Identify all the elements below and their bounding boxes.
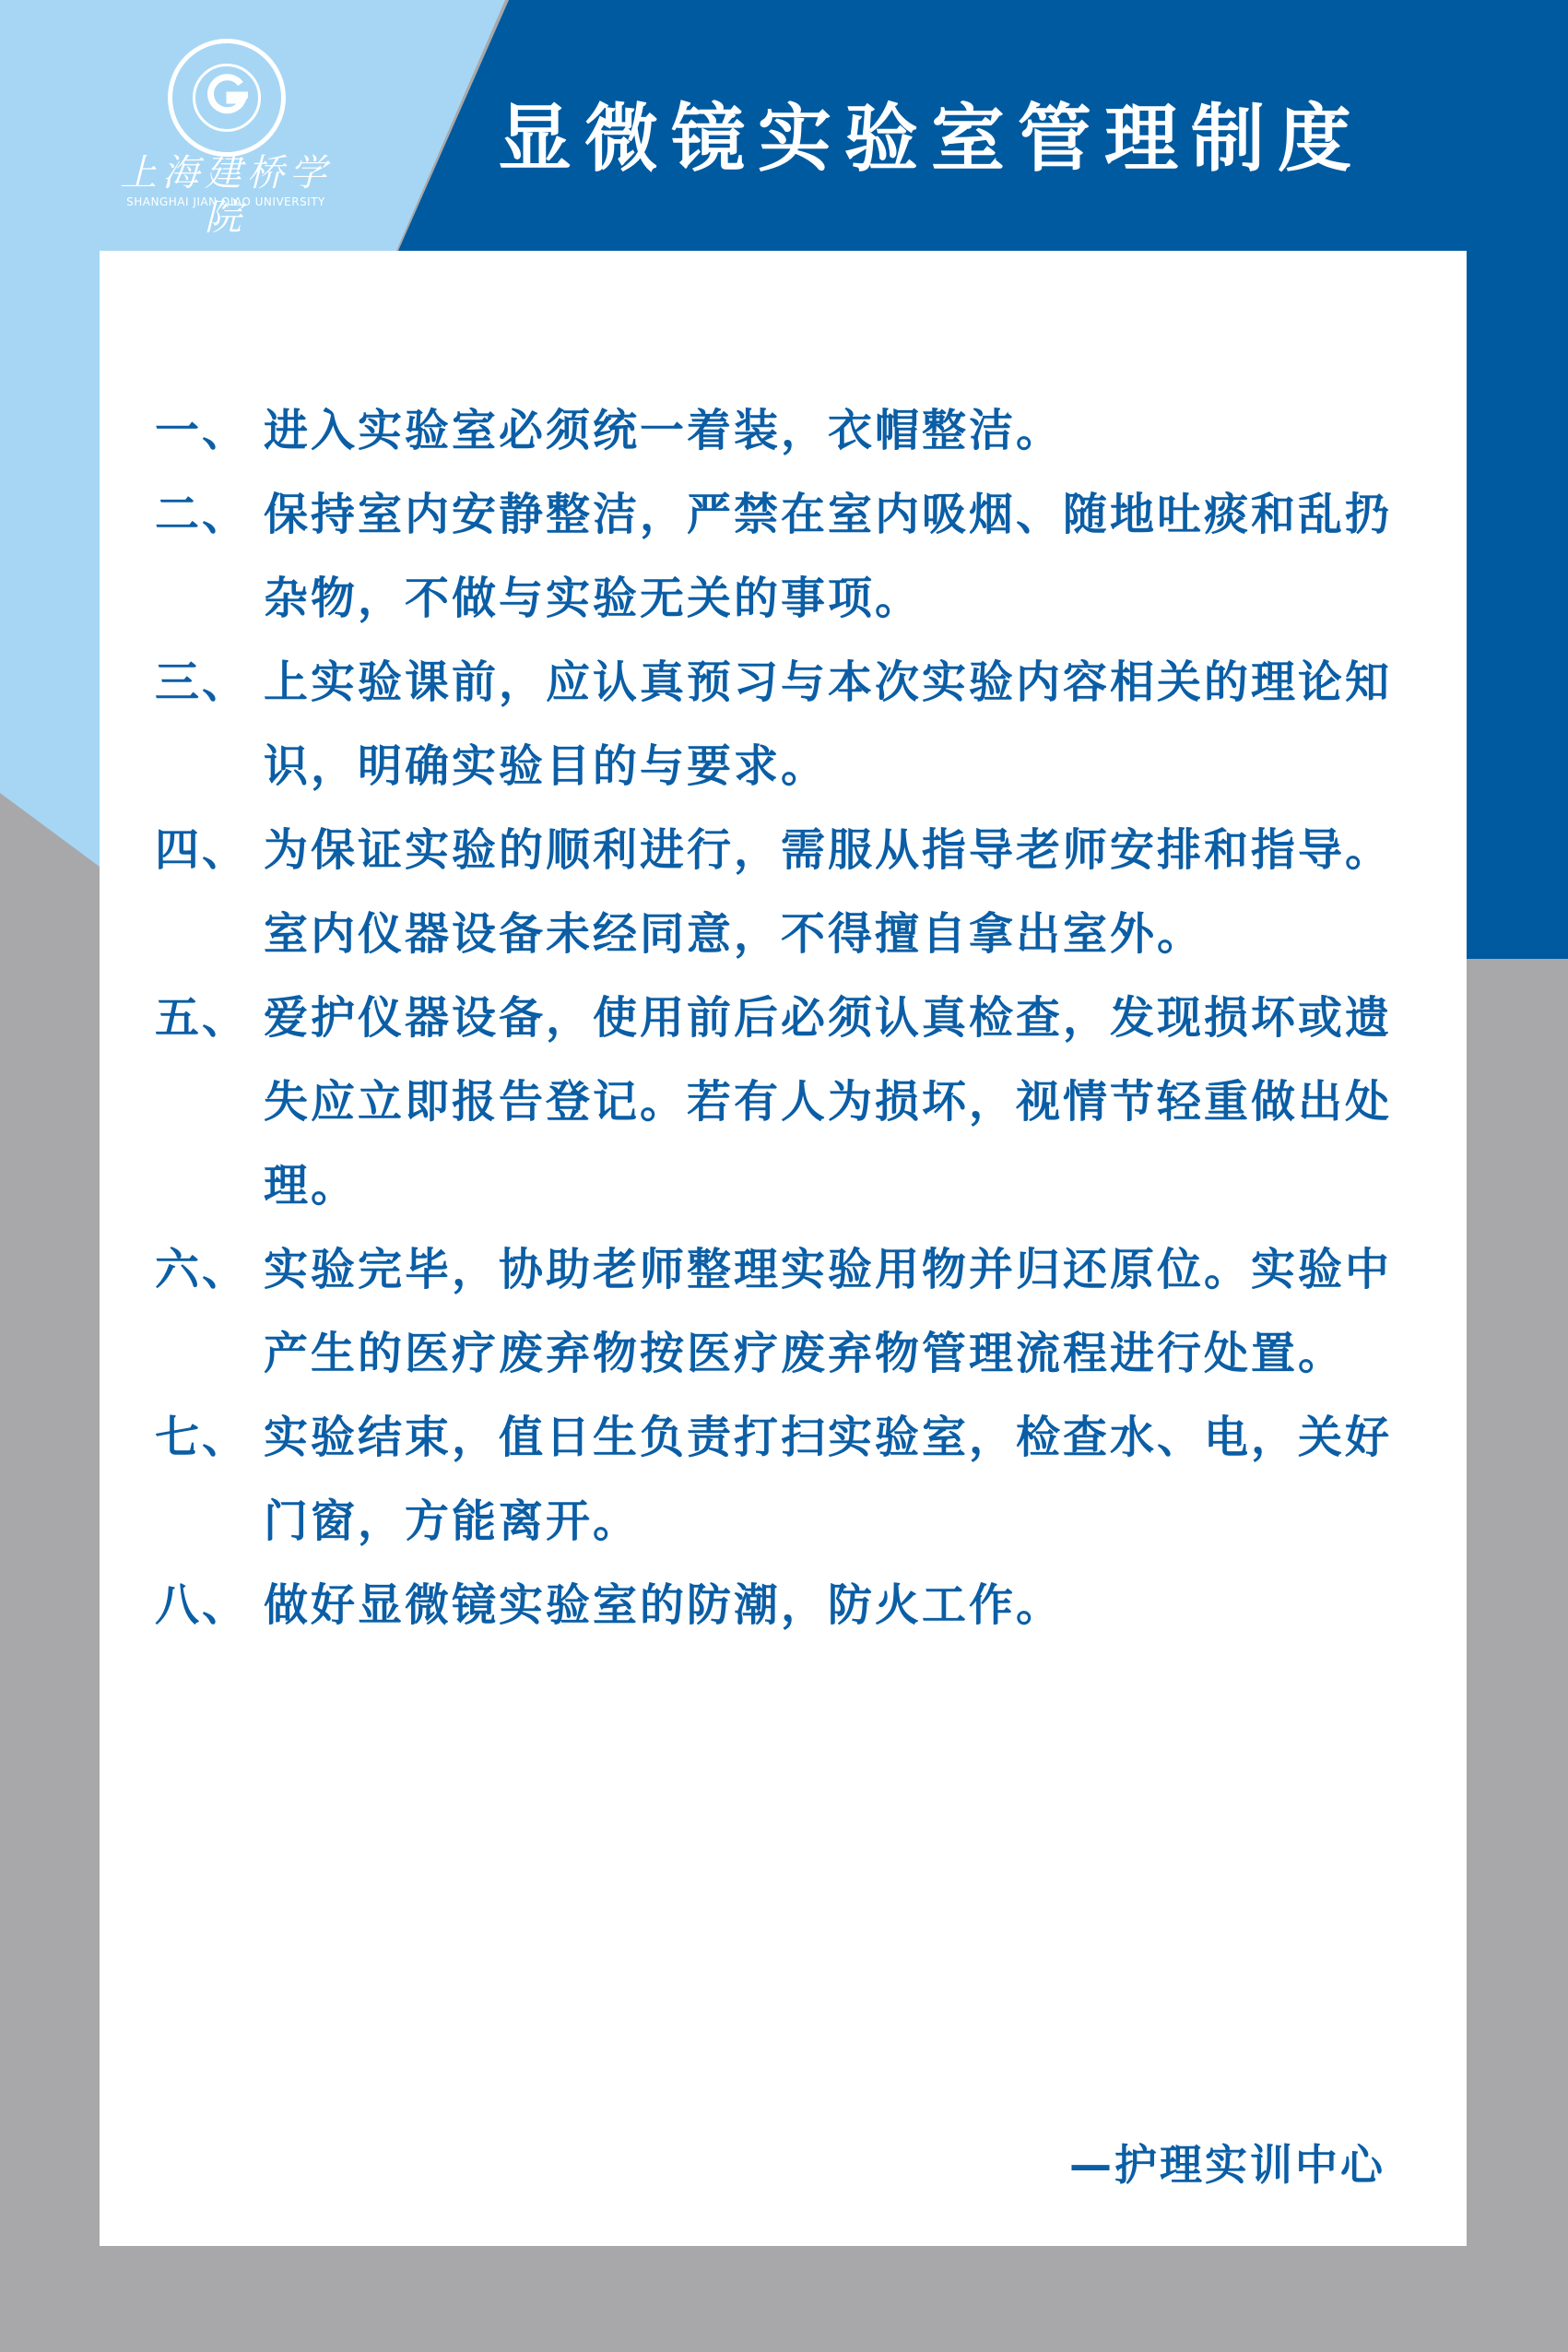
rule-item <box>155 641 1418 809</box>
rule-item <box>155 473 1418 641</box>
rule-item <box>155 976 1418 1228</box>
rule-item <box>155 1564 1418 1648</box>
rules-list <box>155 389 1418 1648</box>
rule-text: 实验结束，值日生负责打扫实验室，检查水、电，关好门窗，方能离开。 <box>264 1412 1393 1547</box>
rule-item <box>155 1228 1418 1396</box>
rule-item <box>155 1396 1418 1564</box>
rule-text: 实验完毕，协助老师整理实验用物并归还原位。实验中产生的医疗废弃物按医疗废弃物管理流程进行处置。 <box>264 1244 1393 1379</box>
rule-text: 做好显微镜实验室的防潮，防火工作。 <box>264 1579 1064 1631</box>
rule-text: 为保证实验的顺利进行，需服从指导老师安排和指导。室内仪器设备未经同意，不得擅自拿出室外。 <box>264 824 1393 960</box>
rule-item <box>155 809 1418 976</box>
rule-number: 一、 <box>155 405 250 456</box>
rule-number: 二、 <box>155 489 250 540</box>
rule-item <box>155 389 1418 473</box>
rule-number: 八、 <box>155 1579 250 1631</box>
signature: —护理实训中心 <box>1069 2140 1385 2190</box>
logo-name-cn: 上海建桥学院 <box>120 152 332 239</box>
rule-number: 五、 <box>155 992 250 1044</box>
rule-text: 上实验课前，应认真预习与本次实验内容相关的理论知识，明确实验目的与要求。 <box>264 656 1393 792</box>
gench-mark-icon <box>200 67 255 123</box>
rule-number: 七、 <box>155 1412 250 1463</box>
rules-panel <box>100 251 1467 2246</box>
rule-text: 爱护仪器设备，使用前后必须认真检查，发现损坏或遗失应立即报告登记。若有人为损坏，视情节轻重做出处理。 <box>264 992 1393 1211</box>
logo-seal <box>168 39 286 157</box>
rule-number: 六、 <box>155 1244 250 1295</box>
rule-number: 三、 <box>155 656 250 708</box>
rule-text: 保持室内安静整洁，严禁在室内吸烟、随地吐痰和乱扔杂物，不做与实验无关的事项。 <box>264 489 1393 624</box>
rule-number: 四、 <box>155 824 250 876</box>
rule-text: 进入实验室必须统一着装，衣帽整洁。 <box>264 405 1064 456</box>
university-logo <box>101 39 350 239</box>
logo-name-en: SHANGHAI JIAN QIAO UNIVERSITY <box>126 195 325 208</box>
page-title: 显微镜实验室管理制度 <box>498 95 1364 182</box>
